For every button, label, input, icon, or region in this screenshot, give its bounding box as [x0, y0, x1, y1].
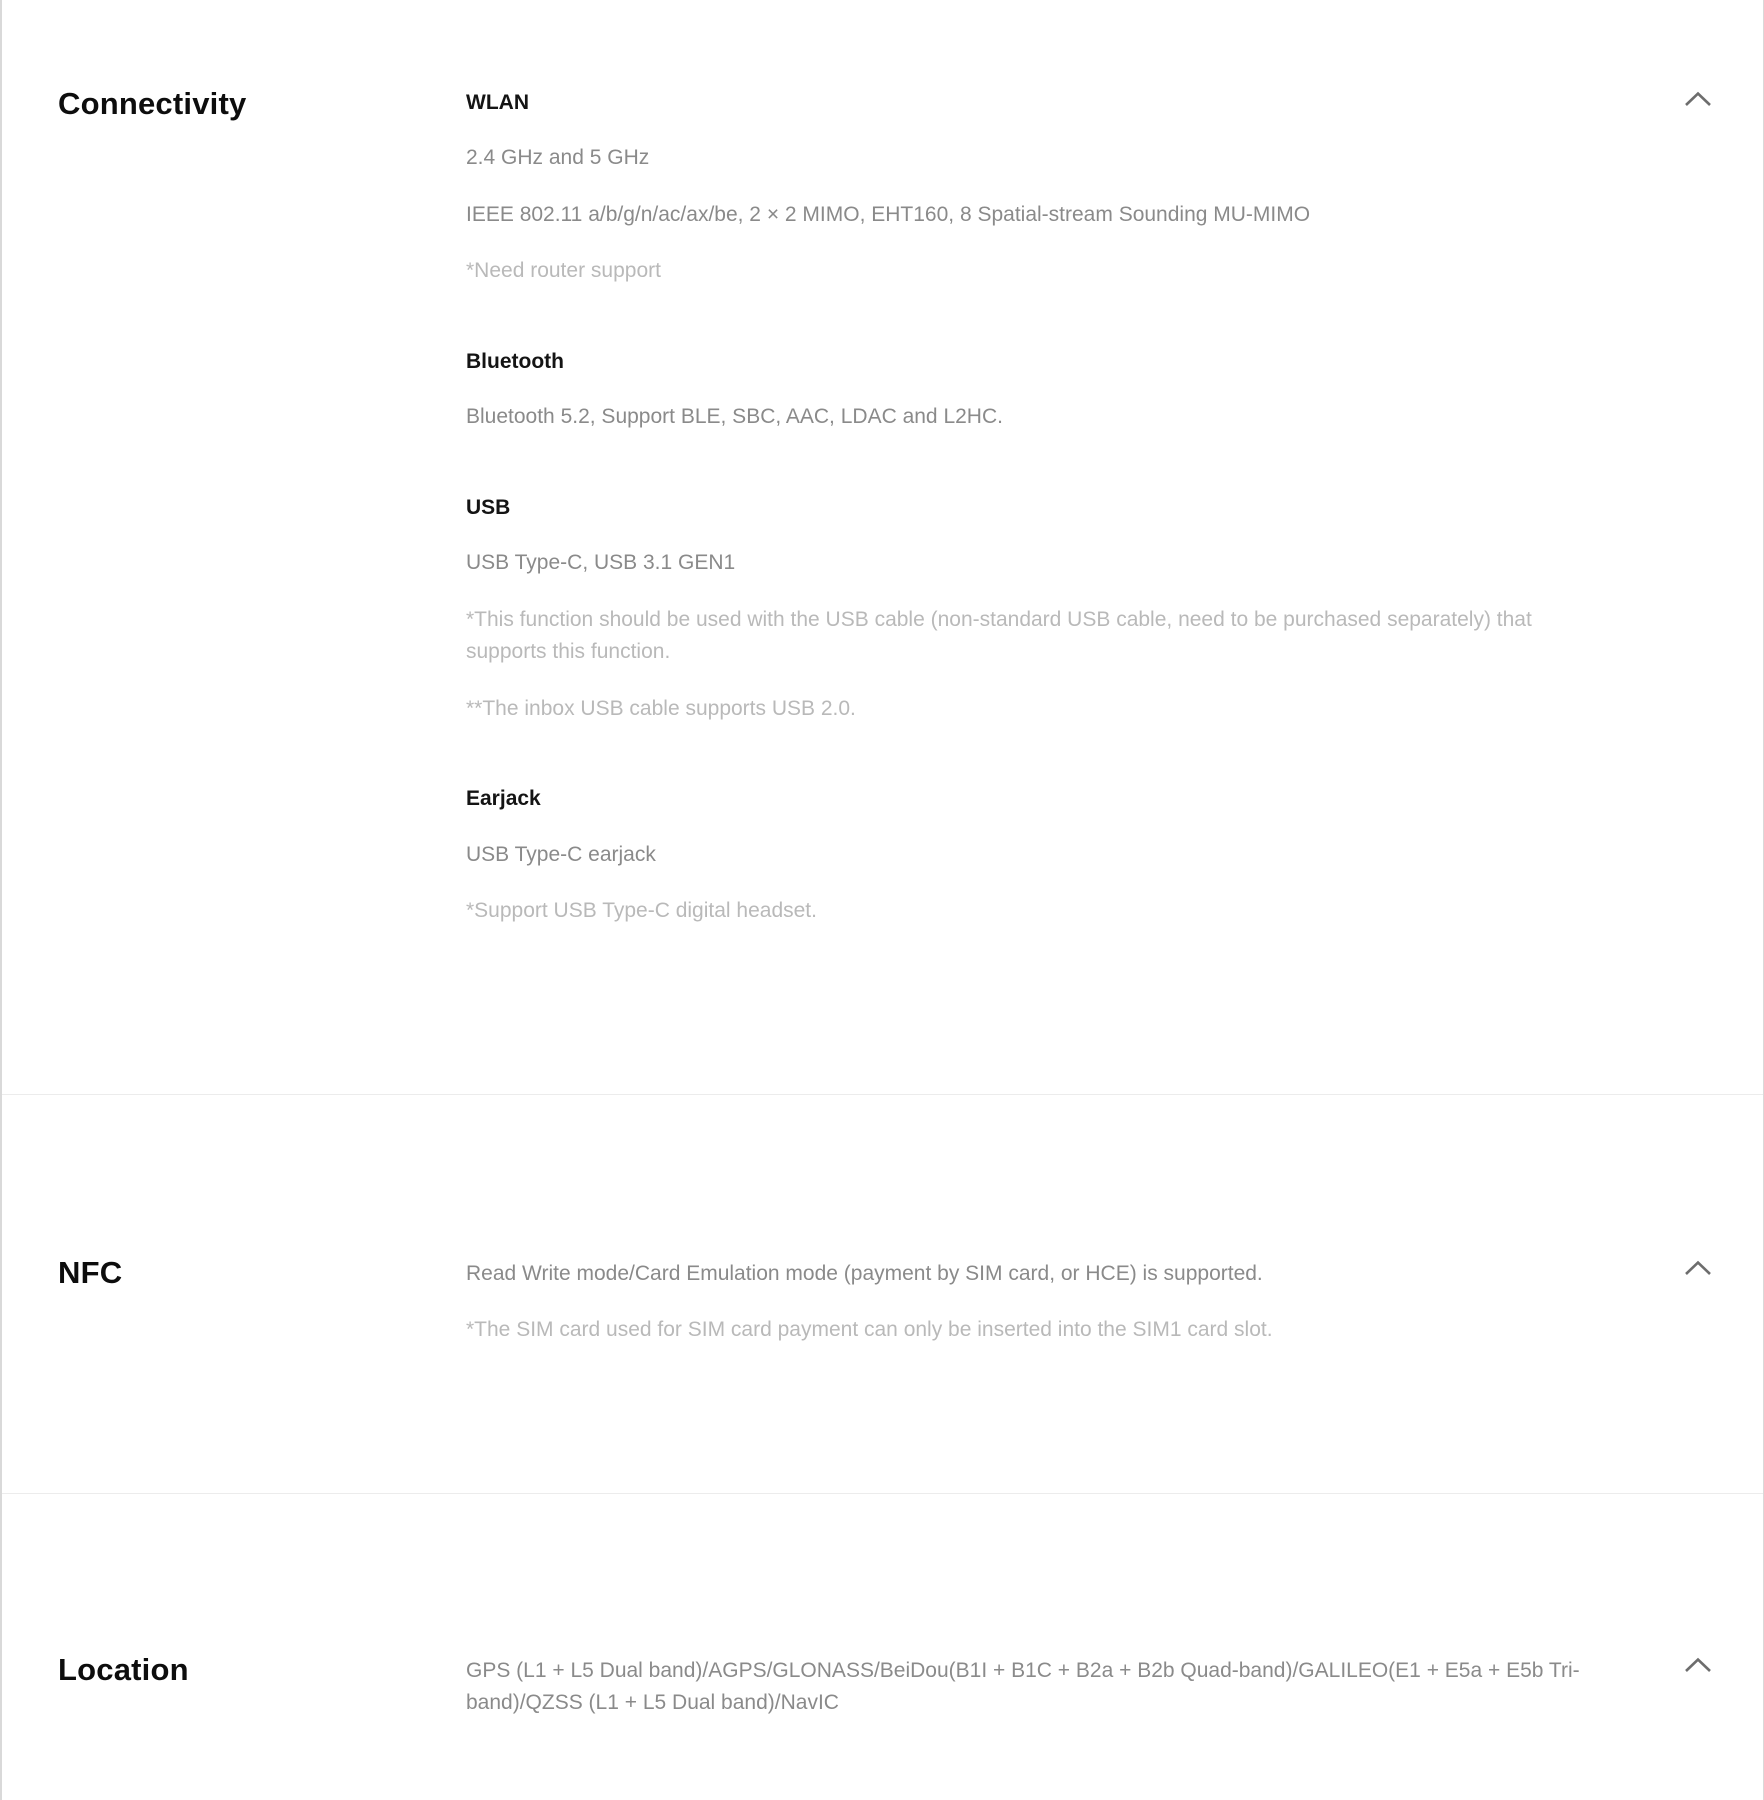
subsection-bluetooth — [466, 348, 1586, 434]
spec-label: USB — [466, 495, 511, 519]
spec-label: Bluetooth — [466, 349, 564, 373]
subsection-usb — [466, 494, 1586, 725]
section-title-nfc: NFC — [58, 1254, 123, 1290]
chevron-up-icon — [1683, 1259, 1713, 1277]
spec-footnote: *The SIM card used for SIM card payment can only be inserted into the SIM1 card slot. — [466, 1318, 1273, 1342]
section-content-location — [466, 1652, 1586, 1720]
spec-footnote: *Support USB Type-C digital headset. — [466, 899, 817, 923]
section-content-nfc — [466, 1255, 1586, 1347]
section-connectivity — [2, 0, 1763, 1095]
subsection-nfc — [466, 1258, 1586, 1347]
spec-value: GPS (L1 + L5 Dual band)/AGPS/GLONASS/BeiDou(B1I + B1C + B2a + B2b Quad-band)/GALILEO(E1 + E5a + E5b Tri-band)/QZSS (L1 + L5 Dual band)/NavIC — [466, 1658, 1580, 1715]
section-title-location: Location — [58, 1651, 189, 1687]
subsection-earjack — [466, 785, 1586, 927]
subsection-wlan — [466, 89, 1586, 288]
section-location — [2, 1494, 1763, 1780]
spec-value: 2.4 GHz and 5 GHz — [466, 146, 650, 170]
spec-value: Read Write mode/Card Emulation mode (payment by SIM card, or HCE) is supported. — [466, 1261, 1263, 1285]
chevron-up-icon — [1683, 90, 1713, 108]
spec-footnote: *Need router support — [466, 259, 661, 283]
spec-value: IEEE 802.11 a/b/g/n/ac/ax/be, 2 × 2 MIMO, EHT160, 8 Spatial-stream Sounding MU-MIMO — [466, 202, 1311, 226]
chevron-up-icon — [1683, 1656, 1713, 1674]
spec-value: Bluetooth 5.2, Support BLE, SBC, AAC, LDAC and L2HC. — [466, 405, 1003, 429]
spec-label: WLAN — [466, 91, 529, 114]
spec-value: USB Type-C earjack — [466, 842, 656, 866]
spec-label: Earjack — [466, 787, 541, 811]
section-nfc — [2, 1095, 1763, 1494]
section-title-connectivity: Connectivity — [58, 86, 247, 121]
spec-value: USB Type-C, USB 3.1 GEN1 — [466, 551, 736, 575]
spec-footnote: **The inbox USB cable supports USB 2.0. — [466, 696, 856, 720]
collapse-location-button[interactable] — [1683, 1656, 1713, 1678]
spec-footnote: *This function should be used with the USB cable (non-standard USB cable, need to be purchased separately) that supports this function. — [466, 607, 1532, 664]
collapse-connectivity-button[interactable] — [1683, 90, 1713, 112]
section-content-connectivity — [466, 86, 1586, 928]
collapse-nfc-button[interactable] — [1683, 1259, 1713, 1281]
subsection-location — [466, 1655, 1586, 1720]
